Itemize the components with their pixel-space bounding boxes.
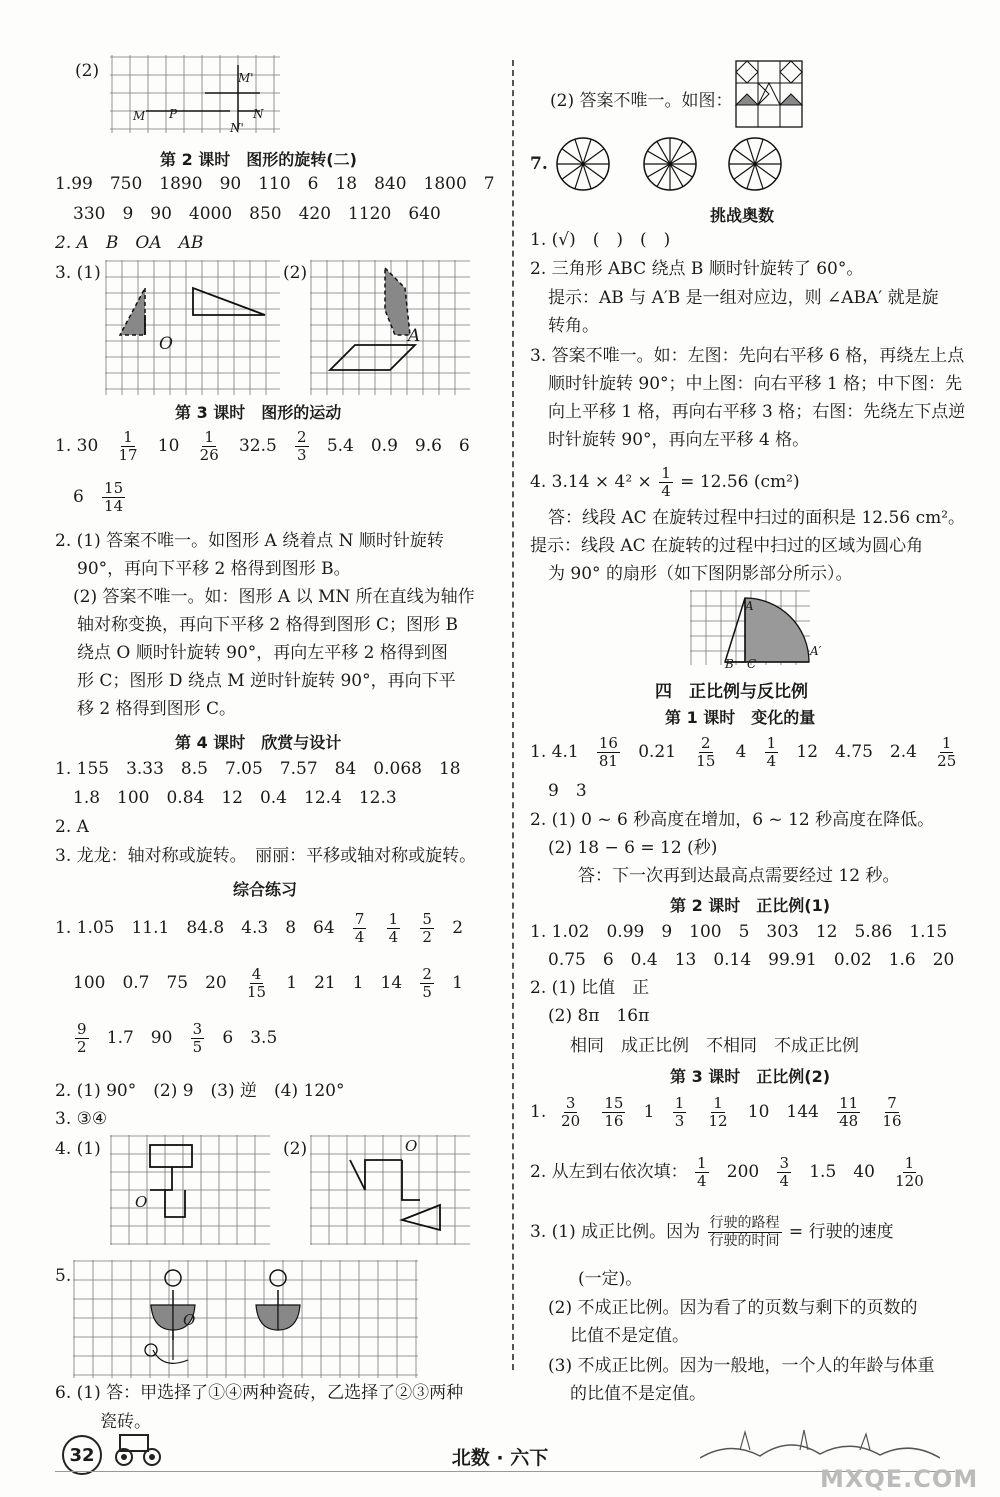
numerator: 1 bbox=[123, 428, 133, 446]
num: 100 0.7 75 20 bbox=[73, 973, 227, 993]
denominator: 15 bbox=[246, 983, 267, 1001]
column-divider bbox=[512, 60, 514, 1370]
heading-u4l3: 第 3 课时 正比例(2) bbox=[670, 1067, 831, 1086]
numerator: 16 bbox=[598, 734, 618, 752]
numerator: 3 bbox=[779, 1154, 790, 1172]
fraction bbox=[245, 966, 268, 1001]
wheel-spoke bbox=[755, 164, 763, 189]
denominator: 16 bbox=[882, 1112, 902, 1130]
fraction bbox=[893, 1155, 926, 1190]
wheel-spoke bbox=[755, 164, 776, 179]
c-hint1-1: 提示：AB 与 A′B 是一组对应边，则 ∠ABA′ 就是旋 bbox=[548, 288, 939, 308]
num: 1.7 90 bbox=[106, 1028, 173, 1048]
text: = 行驶的速度 bbox=[788, 1222, 894, 1242]
denominator: 25 bbox=[937, 752, 957, 770]
fraction bbox=[602, 1095, 625, 1130]
review-q1-line3 bbox=[73, 1021, 277, 1056]
wheel-spoke bbox=[575, 164, 583, 189]
review-q6-2: 瓷砖。 bbox=[100, 1412, 151, 1432]
label-a-prime: A′ bbox=[810, 644, 822, 658]
num: 1. 4.1 bbox=[530, 742, 579, 762]
num: 6 3.5 bbox=[222, 1028, 278, 1048]
fraction bbox=[116, 429, 139, 464]
denominator: 26 bbox=[199, 446, 219, 464]
l2-q3-label2: (2) bbox=[283, 263, 308, 283]
num: 32.5 bbox=[238, 436, 277, 456]
num: 12 4.75 2.4 bbox=[796, 742, 917, 762]
num: 0.21 bbox=[638, 742, 677, 762]
numerator: 5 bbox=[422, 910, 432, 928]
review-q2: 2. (1) 90° (2) 9 (3) 逆 (4) 120° bbox=[55, 1081, 345, 1101]
l2-q2: 2. A B OA AB bbox=[55, 233, 204, 253]
review-q1-line2 bbox=[73, 966, 463, 1001]
numerator: 1 bbox=[941, 734, 952, 752]
c-q3-2: 顺时针旋转 90°；中上图：向右平移 1 格；中下图：先 bbox=[548, 374, 963, 394]
heading-review: 综合练习 bbox=[233, 880, 298, 899]
numerator: 1 bbox=[204, 428, 214, 446]
review-q6-1: 6. (1) 答：甲选择了①④两种瓷砖，乙选择了②③两种 bbox=[55, 1383, 464, 1403]
denominator: 2 bbox=[77, 1038, 87, 1056]
grid-rotation-1 bbox=[105, 260, 280, 395]
num: 1. 1.05 11.1 84.8 4.3 8 64 bbox=[55, 918, 335, 938]
s-q3-3: (2) 不成正比例。因为看了的页数与剩下的页数的 bbox=[548, 1298, 918, 1318]
c-q3-3: 向上平移 1 格，再向右平移 3 格；右图：先绕左下点逆 bbox=[548, 402, 966, 422]
numerator: 3 bbox=[192, 1020, 203, 1038]
num: 1 bbox=[643, 1102, 655, 1122]
fraction bbox=[387, 911, 401, 946]
numerator: 2 bbox=[297, 428, 307, 446]
wheel-spoke bbox=[747, 139, 755, 164]
numerator: 1 bbox=[661, 464, 671, 482]
fraction bbox=[198, 429, 221, 464]
l4-q1-1: 1. 155 3.33 8.5 7.05 7.57 84 0.068 18 bbox=[55, 759, 461, 779]
fraction bbox=[708, 1215, 782, 1250]
num: 2 bbox=[452, 918, 464, 938]
fraction bbox=[706, 1095, 729, 1130]
num: 1. 30 bbox=[55, 436, 99, 456]
numerator: 行驶的路程 bbox=[709, 1215, 780, 1231]
l3-q2-7: 移 2 格得到图形 C。 bbox=[77, 699, 237, 719]
numerator: 1 bbox=[388, 910, 399, 928]
wheel-spoke bbox=[583, 164, 604, 179]
fraction bbox=[102, 480, 125, 515]
grass-decoration-icon bbox=[700, 1420, 940, 1460]
denominator: 16 bbox=[604, 1112, 624, 1130]
heading-lesson3: 第 3 课时 图形的运动 bbox=[175, 403, 342, 422]
c-hint2-2: 为 90° 的扇形（如下图阴影部分所示）。 bbox=[548, 564, 853, 584]
heading-lesson2: 第 2 课时 图形的旋转(二) bbox=[160, 150, 357, 169]
label-c: C bbox=[747, 657, 757, 671]
fraction bbox=[295, 429, 309, 464]
num: 1 bbox=[452, 973, 463, 993]
wheel-spoke bbox=[575, 139, 583, 164]
numerator: 2 bbox=[701, 734, 711, 752]
s-q3-4: 比值不是定值。 bbox=[570, 1326, 689, 1346]
denominator: 48 bbox=[839, 1112, 859, 1130]
label-n-prime: N' bbox=[230, 121, 244, 135]
denominator: 4 bbox=[766, 752, 777, 770]
c-q1: 1. (√) ( ) ( ) bbox=[530, 230, 671, 250]
s-q3-1 bbox=[530, 1215, 894, 1250]
numerator: 9 bbox=[77, 1020, 87, 1038]
p-q1-1: 1. 1.02 0.99 9 100 5 303 12 5.86 1.15 bbox=[530, 922, 948, 942]
r-q7-label: 7. bbox=[530, 154, 548, 174]
grid-review-4a bbox=[110, 1135, 270, 1245]
numerator: 1 bbox=[674, 1094, 685, 1112]
num: 10 bbox=[157, 436, 180, 456]
fraction bbox=[673, 1095, 687, 1130]
wheel-spoke bbox=[562, 149, 583, 164]
denominator: 17 bbox=[118, 446, 138, 464]
fraction bbox=[694, 735, 717, 770]
wheel-spoke bbox=[562, 164, 583, 179]
q-label: (2) bbox=[75, 61, 100, 81]
l3-q2-4: 轴对称变换，再向下平移 2 格得到图形 C；图形 B bbox=[77, 615, 458, 635]
denominator: 20 bbox=[561, 1112, 581, 1130]
grid-rotation-2 bbox=[310, 260, 470, 395]
l3-q2-3: (2) 答案不唯一。如：图形 A 以 MN 所在直线为轴作 bbox=[73, 587, 475, 607]
fraction bbox=[837, 1095, 860, 1130]
label-o: O bbox=[135, 1193, 148, 1211]
r-q2-text: (2) 答案不唯一。如图： bbox=[550, 91, 733, 111]
fraction bbox=[191, 1021, 205, 1056]
denominator: 2 bbox=[422, 928, 432, 946]
numerator: 1 bbox=[697, 1154, 707, 1172]
s-q3-6: 的比值不是定值。 bbox=[570, 1384, 706, 1404]
label-m-prime: M' bbox=[238, 71, 254, 85]
wheel-spoke bbox=[734, 149, 755, 164]
denominator: 5 bbox=[192, 1038, 203, 1056]
wheel-spoke bbox=[747, 164, 755, 189]
wheel-spoke bbox=[734, 164, 755, 179]
c-hint2-1: 提示：线段 AC 在旋转的过程中扫过的区域为圆心角 bbox=[530, 536, 924, 556]
review-q1-line1 bbox=[55, 911, 463, 946]
expr: = 12.56 (cm²) bbox=[680, 472, 800, 492]
expr: 4. 3.14 × 4² × bbox=[530, 472, 652, 492]
denominator: 81 bbox=[598, 752, 618, 770]
label-a: A bbox=[408, 326, 421, 346]
fraction bbox=[695, 1155, 709, 1190]
num: 6 bbox=[73, 487, 84, 507]
watermark: MXQE.COM bbox=[820, 1465, 979, 1493]
heading-challenge: 挑战奥数 bbox=[710, 206, 775, 225]
review-q3: 3. ③④ bbox=[55, 1109, 108, 1129]
u-q2-3: 答：下一次再到达最高点需要经过 12 秒。 bbox=[578, 866, 900, 886]
denominator: 120 bbox=[895, 1172, 924, 1190]
fraction bbox=[777, 1155, 791, 1190]
review-q4-label2: (2) bbox=[283, 1139, 308, 1159]
fraction bbox=[659, 465, 673, 500]
label-p: P bbox=[169, 107, 178, 121]
fraction bbox=[420, 966, 434, 1001]
u-q2-2: (2) 18 − 6 = 12 (秒) bbox=[548, 838, 718, 858]
denominator: 3 bbox=[674, 1112, 685, 1130]
fraction bbox=[75, 1021, 89, 1056]
num: 4 bbox=[735, 742, 747, 762]
l3-q2-2: 90°，再向下平移 2 格得到图形 B。 bbox=[77, 559, 351, 579]
l4-q1-2: 1.8 100 0.84 12 0.4 12.4 12.3 bbox=[73, 788, 397, 808]
num: 1. bbox=[530, 1102, 547, 1122]
numerator: 1 bbox=[904, 1154, 915, 1172]
l3-q2-5: 绕点 O 顺时针旋转 90°，再向左平移 2 格得到图 bbox=[77, 643, 448, 663]
s-q1 bbox=[530, 1095, 906, 1130]
fraction bbox=[880, 1095, 903, 1130]
fraction bbox=[420, 911, 434, 946]
numerator: 7 bbox=[887, 1094, 897, 1112]
p-q2-2: (2) 8π 16π bbox=[548, 1006, 650, 1026]
c-q3-4: 时针旋转 90°，再向左平移 4 格。 bbox=[548, 430, 810, 450]
fraction bbox=[597, 735, 620, 770]
l2-q1-line2: 330 9 90 4000 850 420 1120 640 bbox=[73, 204, 441, 224]
footer-title: 北数 · 六下 bbox=[451, 1447, 549, 1469]
fraction bbox=[935, 735, 958, 770]
wheel-figures bbox=[555, 135, 795, 193]
text: 3. (1) 成正比例。因为 bbox=[530, 1222, 701, 1242]
denominator: 4 bbox=[779, 1172, 790, 1190]
s-q3-2: (一定)。 bbox=[578, 1269, 643, 1289]
denominator: 4 bbox=[354, 928, 365, 946]
numerator: 7 bbox=[354, 910, 365, 928]
numerator: 1 bbox=[766, 734, 777, 752]
heading-unit4: 四 正比例与反比例 bbox=[655, 682, 808, 702]
c-ans-1: 答：线段 AC 在旋转过程中扫过的面积是 12.56 cm²。 bbox=[548, 508, 966, 528]
p-q1-2: 0.75 6 0.4 13 0.14 99.91 0.02 1.6 20 bbox=[548, 950, 955, 970]
s-q2 bbox=[530, 1155, 928, 1190]
l4-q2: 2. A bbox=[55, 817, 89, 837]
heading-lesson4: 第 4 课时 欣赏与设计 bbox=[175, 733, 342, 752]
denominator: 4 bbox=[697, 1172, 707, 1190]
denominator: 行驶的时间 bbox=[709, 1233, 780, 1249]
fraction bbox=[559, 1095, 582, 1130]
label-a: A bbox=[745, 599, 754, 613]
review-q4-label: 4. (1) bbox=[55, 1139, 101, 1159]
num: 1 21 1 14 bbox=[286, 973, 403, 993]
label-o: O bbox=[159, 334, 173, 354]
denominator: 12 bbox=[708, 1112, 728, 1130]
l3-q2-6: 形 C；图形 D 绕点 M 逆时针旋转 90°，再向下平 bbox=[77, 671, 456, 691]
u-q1-line2: 9 3 bbox=[548, 781, 587, 801]
numerator: 2 bbox=[422, 965, 432, 983]
u-q2-1: 2. (1) 0 ~ 6 秒高度在增加，6 ~ 12 秒高度在降低。 bbox=[530, 810, 935, 830]
numerator: 15 bbox=[604, 1094, 624, 1112]
u-q1-line1 bbox=[530, 735, 960, 770]
review-q5-label: 5. bbox=[55, 1266, 72, 1286]
grid-flowers bbox=[73, 1260, 418, 1378]
numerator: 3 bbox=[565, 1094, 576, 1112]
numerator: 15 bbox=[104, 479, 124, 497]
l3-q1-line2 bbox=[73, 480, 127, 515]
l4-q3: 3. 龙龙：轴对称或旋转。 丽丽：平移或轴对称或旋转。 bbox=[55, 846, 477, 866]
label-o: O bbox=[405, 1137, 418, 1155]
l2-q1-line1: 1.99 750 1890 90 110 6 18 840 1800 7 bbox=[55, 174, 495, 194]
num: 1.5 40 bbox=[809, 1162, 875, 1182]
num: 10 144 bbox=[747, 1102, 819, 1122]
wheel-spoke bbox=[755, 149, 776, 164]
label-n: N bbox=[253, 107, 264, 121]
denominator: 5 bbox=[422, 983, 432, 1001]
wheel-spoke bbox=[583, 164, 591, 189]
l3-q1-line1 bbox=[55, 429, 470, 464]
denominator: 4 bbox=[388, 928, 399, 946]
l2-q3-label: 3. (1) bbox=[55, 263, 101, 283]
num: 200 bbox=[726, 1162, 760, 1182]
numerator: 4 bbox=[251, 965, 262, 983]
wheel-spoke bbox=[755, 139, 763, 164]
heading-u4l2: 第 2 课时 正比例(1) bbox=[670, 896, 831, 915]
tile-figure bbox=[735, 60, 805, 128]
numerator: 11 bbox=[839, 1094, 859, 1112]
grid-review-4b bbox=[310, 1135, 470, 1245]
page-number: 32 bbox=[62, 1435, 102, 1475]
c-hint1-2: 转角。 bbox=[548, 316, 599, 336]
s-q3-5: (3) 不成正比例。因为一般地，一个人的年龄与体重 bbox=[548, 1356, 935, 1376]
fraction bbox=[353, 911, 367, 946]
denominator: 4 bbox=[661, 482, 671, 500]
wheel-spoke bbox=[583, 139, 591, 164]
l3-q2-1: 2. (1) 答案不唯一。如图形 A 绕着点 N 顺时针旋转 bbox=[55, 531, 444, 551]
c-q3-1: 3. 答案不唯一。如：左图：先向右平移 6 格，再绕左上点 bbox=[530, 346, 965, 366]
label-m: M bbox=[133, 109, 146, 123]
wheel-spoke bbox=[583, 149, 604, 164]
fraction bbox=[765, 735, 779, 770]
c-q2: 2. 三角形 ABC 绕点 B 顺时针旋转了 60°。 bbox=[530, 259, 864, 279]
label-o: O bbox=[183, 1311, 196, 1329]
c-q4 bbox=[530, 465, 800, 500]
p-q2-1: 2. (1) 比值 正 bbox=[530, 978, 650, 998]
numerator: 1 bbox=[713, 1094, 723, 1112]
denominator: 3 bbox=[297, 446, 307, 464]
p-q2-3: 相同 成正比例 不相同 不成正比例 bbox=[570, 1036, 859, 1056]
denominator: 15 bbox=[696, 752, 716, 770]
num: 5.4 0.9 9.6 6 bbox=[326, 436, 470, 456]
heading-u4l1: 第 1 课时 变化的量 bbox=[665, 708, 816, 727]
text: 2. 从左到右依次填： bbox=[530, 1162, 688, 1182]
denominator: 14 bbox=[104, 497, 124, 515]
label-b: B bbox=[725, 657, 734, 671]
